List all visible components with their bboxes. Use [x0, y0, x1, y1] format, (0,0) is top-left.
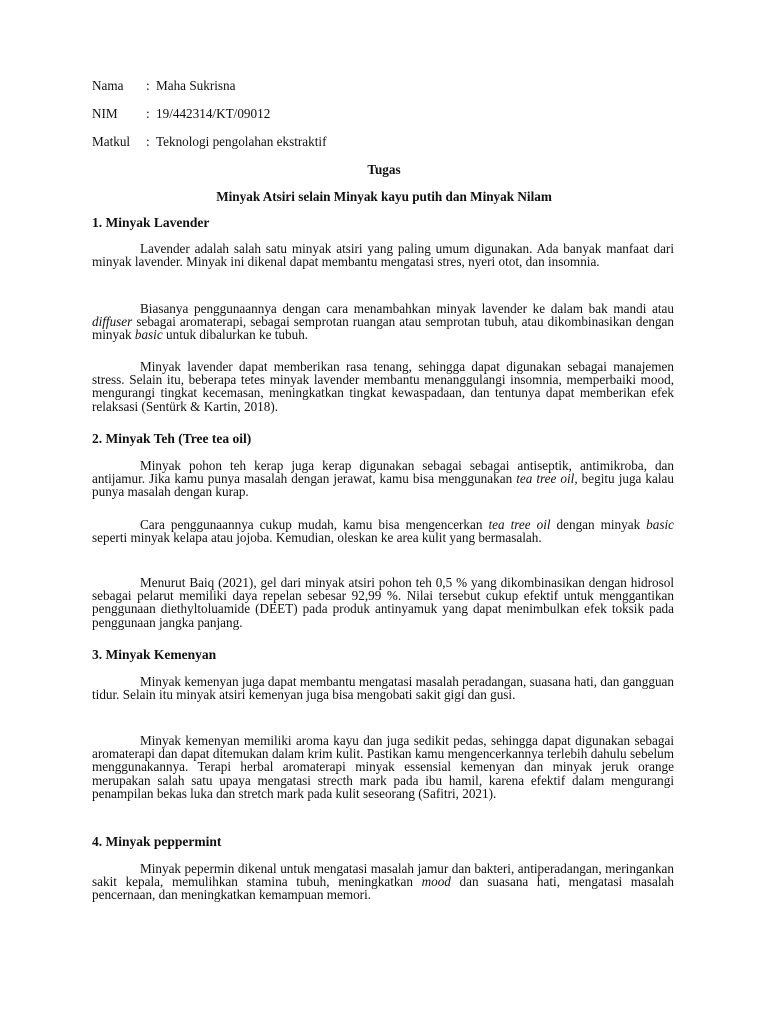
nim-label: NIM [92, 106, 118, 121]
section-3-heading: 3. Minyak Kemenyan [92, 647, 217, 662]
document-subtitle: Minyak Atsiri selain Minyak kayu putih dan Minyak Nilam [216, 189, 552, 204]
section-3-paragraph-2: Minyak kemenyan memiliki aroma kayu dan juga sedikit pedas, sehingga dapat digunakan sebagai aromaterapi dan dapat ditemukan dalam krim kulit. Pastikan kamu mengencerkannya terlebih dahulu sebelum menggunakannya. Terapi herbal aromaterapi minyak essensial kemenyan dan minyak jeruk orange merupakan salah satu upaya mengatasi strecth mark pada ibu hamil, karena efektif dalam mengurangi penampilan bekas luka dan stretch mark pada kulit seseorang (Safitri, 2021). [92, 733, 674, 801]
nim-value: 19/442314/KT/09012 [156, 106, 271, 121]
section-4-paragraph-1: Minyak pepermin dikenal untuk mengatasi masalah jamur dan bakteri, antiperadangan, meringankan sakit kepala, memulihkan stamina tubuh, meningkatkan mood dan suasana hati, mengatasi masalah pencernaan, dan meningkatkan kemampuan memori. [92, 861, 674, 903]
section-2-paragraph-3: Menurut Baiq (2021), gel dari minyak atsiri pohon teh 0,5 % yang dikombinasikan dengan hidrosol sebagai pelarut memiliki daya repelan sebesar 92,99 %. Nilai tersebut cukup efektif untuk menggantikan penggunaan diethyltoluamide (DEET) pada produk antinyamuk yang dapat menimbulkan efek toksik pada penggunaan jangka panjang. [92, 575, 674, 630]
section-2-paragraph-2: Cara penggunaannya cukup mudah, kamu bisa mengencerkan tea tree oil dengan minyak basic seperti minyak kelapa atau jojoba. Kemudian, oleskan ke area kulit yang bermasalah. [92, 517, 675, 546]
section-1-paragraph-2: Biasanya penggunaannya dengan cara menambahkan minyak lavender ke dalam bak mandi atau diffuser sebagai aromaterapi, sebagai semprotan ruangan atau semprotan tubuh, atau dikombinasikan dengan minyak basic untuk dibalurkan ke tubuh. [92, 301, 674, 343]
document-title: Tugas [367, 162, 401, 177]
matkul-label: Matkul [92, 134, 131, 149]
section-2-paragraph-1: Minyak pohon teh kerap juga kerap digunakan sebagai sebagai antiseptik, antimikroba, dan antijamur. Jika kamu punya masalah dengan jerawat, kamu bisa menggunakan tea tree oil, begitu juga kalau punya masalah dengan kurap. [92, 458, 674, 500]
section-2-heading: 2. Minyak Teh (Tree tea oil) [92, 431, 252, 446]
section-1-paragraph-1: Lavender adalah salah satu minyak atsiri yang paling umum digunakan. Ada banyak manfaat dari minyak lavender. Minyak ini dikenal dapat membantu mengatasi stres, nyeri otot, dan insomnia. [92, 241, 674, 270]
header-nim-row: NIM : 19/442314/KT/09012 [92, 106, 271, 121]
nama-label: Nama [92, 78, 124, 93]
section-1-heading: 1. Minyak Lavender [92, 215, 210, 230]
section-4-heading: 4. Minyak peppermint [92, 834, 222, 849]
header-matkul-row: Matkul : Teknologi pengolahan ekstraktif [92, 134, 327, 149]
header-nama-row: Nama : Maha Sukrisna [92, 78, 236, 93]
nama-value: Maha Sukrisna [156, 78, 236, 93]
section-3-paragraph-1: Minyak kemenyan juga dapat membantu mengatasi masalah peradangan, suasana hati, dan gangguan tidur. Selain itu minyak atsiri kemenyan juga bisa mengobati sakit gigi dan gusi. [92, 674, 674, 703]
section-1-paragraph-3: Minyak lavender dapat memberikan rasa tenang, sehingga dapat digunakan sebagai manajemen stress. Selain itu, beberapa tetes minyak lavender membantu menanggulangi insomnia, memperbaiki mood, mengurangi tingkat kecemasan, meningkatkan tingkat kewaspadaan, dan tentunya dapat memberikan efek relaksasi (Sentürk & Kartin, 2018). [92, 359, 674, 414]
matkul-value: Teknologi pengolahan ekstraktif [156, 134, 327, 149]
